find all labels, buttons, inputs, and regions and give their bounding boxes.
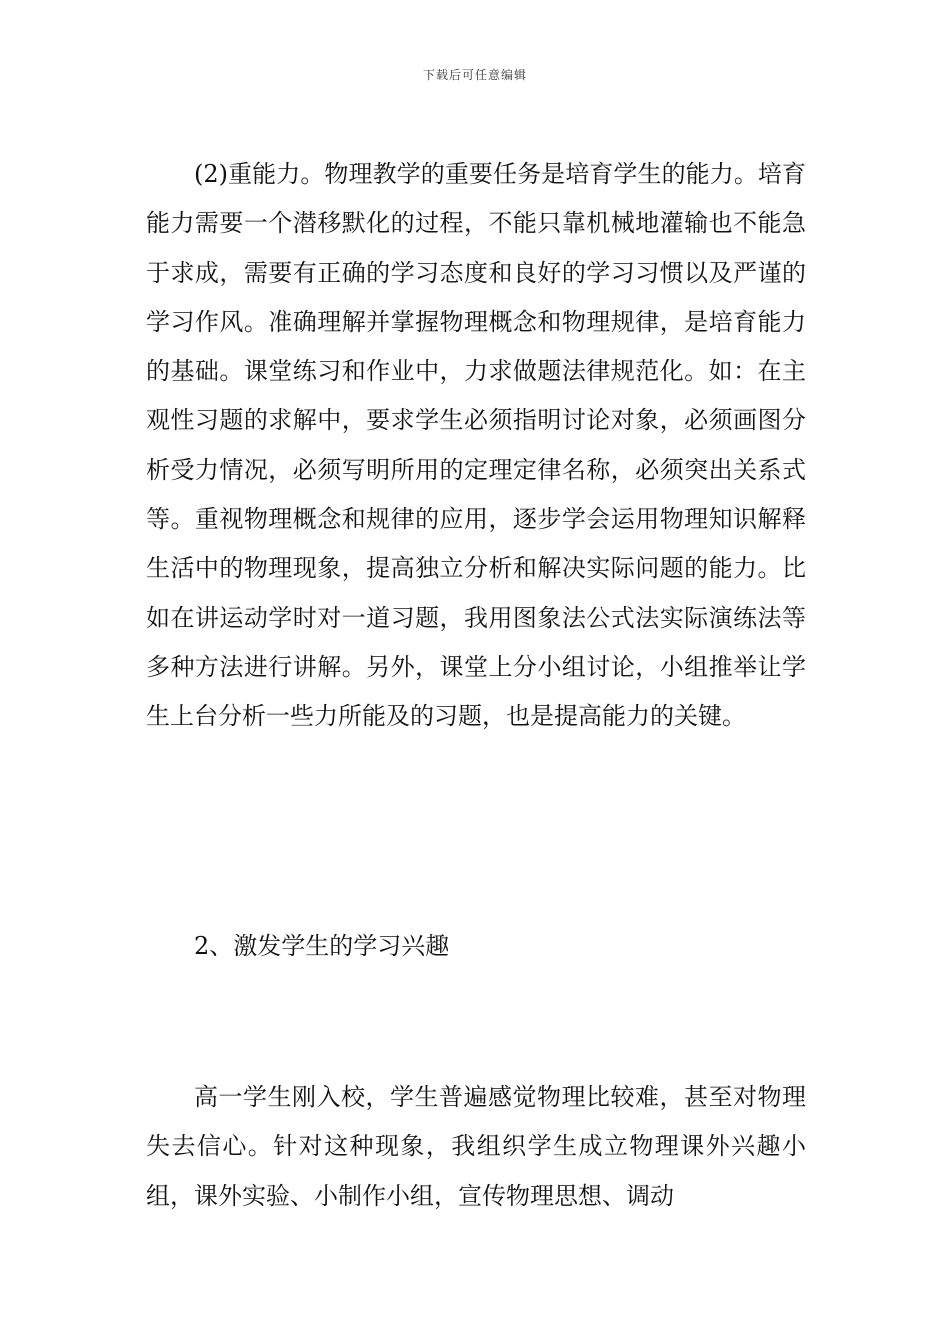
body-paragraph-ability: (2)重能力。物理教学的重要任务是培育学生的能力。培育能力需要一个潜移默化的过程，不能只靠机械地灌输也不能急于求成，需要有正确的学习态度和良好的学习习惯以及严谨的学习作风。准确理解并掌握物理概念和物理规律，是培育能力的基础。课堂练习和作业中，力求做题法律规范化。如：在主观性习题的求解中，要求学生必须指明讨论对象，必须画图分析受力情况，必须写明所用的定理定律名称，必须突出关系式等。重视物理概念和规律的应用，逐步学会运用物理知识解释生活中的物理现象，提高独立分析和解决实际问题的能力。比如在讲运动学时对一道习题，我用图象法公式法实际演练法等多种方法进行讲解。另外，课堂上分小组讨论，小组推举让学生上台分析一些力所能及的习题，也是提高能力的关键。 [146,160,806,731]
header-note: 下载后可任意编辑 [422,68,527,82]
body-paragraph-interest: 高一学生刚入校，学生普遍感觉物理比较难，甚至对物理失去信心。针对这种现象，我组织学生成立物理课外兴趣小组，课外实验、小制作小组，宣传物理思想、调动 [146,1083,806,1210]
section-heading-interest: 2、激发学生的学习兴趣 [194,932,450,960]
